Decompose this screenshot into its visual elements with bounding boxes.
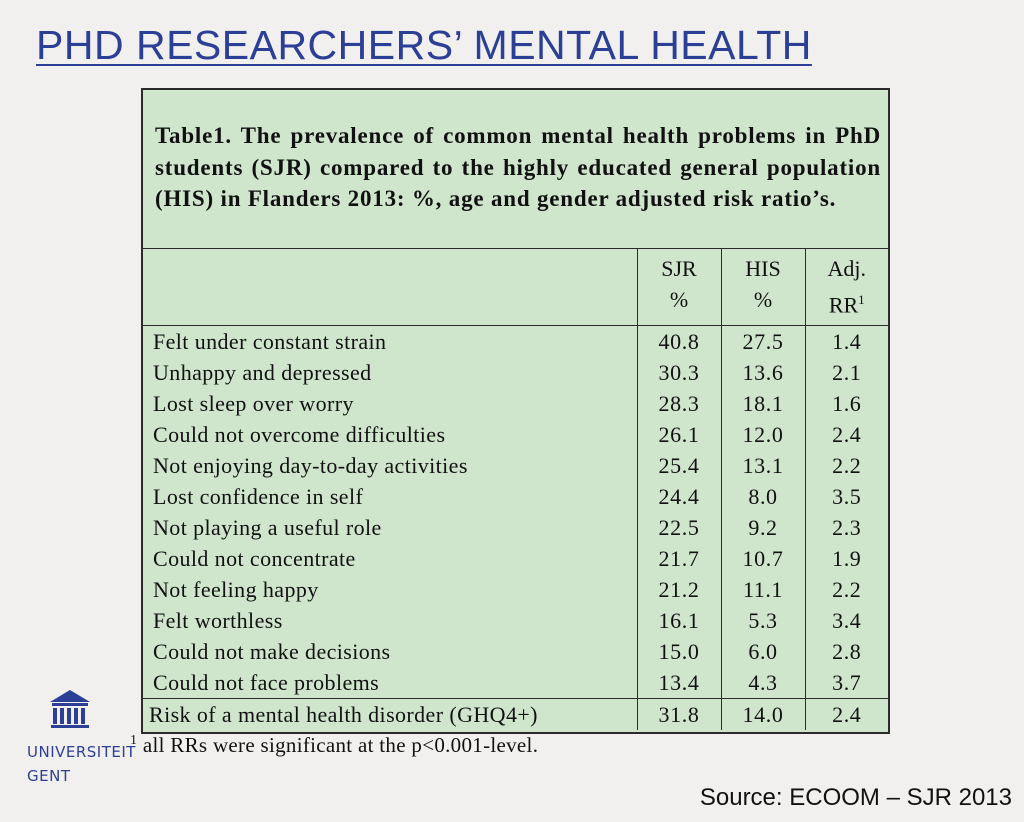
row-sjr-value: 28.3 (637, 388, 721, 419)
row-his-value: 6.0 (721, 636, 805, 667)
column-header-line2: % (669, 287, 689, 312)
row-rr-value: 2.1 (805, 357, 888, 388)
column-header-line2: RR (828, 292, 859, 318)
table-row (143, 636, 888, 667)
footnote-text: all RRs were significant at the p<0.001-level. (137, 733, 539, 757)
row-his-value: 13.1 (721, 450, 805, 481)
row-sjr-value: 25.4 (637, 450, 721, 481)
row-sjr-value: 16.1 (637, 605, 721, 636)
column-header-line2-wrap (806, 284, 889, 320)
row-label: Could not face problems (143, 667, 637, 699)
row-label: Could not make decisions (143, 636, 637, 667)
prevalence-table (143, 248, 888, 730)
row-label: Felt worthless (143, 605, 637, 636)
row-sjr-value: 21.7 (637, 543, 721, 574)
row-sjr-value: 30.3 (637, 357, 721, 388)
row-sjr-value: 40.8 (637, 326, 721, 358)
row-rr-value: 1.6 (805, 388, 888, 419)
row-rr-value: 2.3 (805, 512, 888, 543)
row-his-value: 12.0 (721, 419, 805, 450)
row-sjr-value: 13.4 (637, 667, 721, 699)
column-header-rr (805, 249, 888, 326)
table-row (143, 512, 888, 543)
source-note: Source: ECOOM – SJR 2013 (699, 784, 1012, 811)
row-sjr-value: 22.5 (637, 512, 721, 543)
footnote-ref: 1 (858, 292, 865, 307)
table-row (143, 326, 888, 358)
row-label: Felt under constant strain (143, 326, 637, 358)
row-rr-value: 1.9 (805, 543, 888, 574)
table-row (143, 605, 888, 636)
row-rr-value: 2.8 (805, 636, 888, 667)
footnote-mark: 1 (130, 733, 138, 748)
column-header-sjr (637, 249, 721, 326)
table-caption: Table1. The prevalence of common mental health problems in PhD students (SJR) compared to the highly educated general population (HIS) in Flanders 2013: %, age and gender adjusted risk ratio’s. (155, 123, 881, 211)
row-sjr-value: 24.4 (637, 481, 721, 512)
row-his-value: 18.1 (721, 388, 805, 419)
row-rr-value: 2.2 (805, 574, 888, 605)
table-row (143, 388, 888, 419)
table-row (143, 419, 888, 450)
row-label: Unhappy and depressed (143, 357, 637, 388)
table-row (143, 357, 888, 388)
row-label: Could not concentrate (143, 543, 637, 574)
column-header-his (721, 249, 805, 326)
column-header-line2: % (753, 287, 773, 312)
row-his-value: 10.7 (721, 543, 805, 574)
row-label: Not feeling happy (143, 574, 637, 605)
row-his-value: 11.1 (721, 574, 805, 605)
row-his-value: 9.2 (721, 512, 805, 543)
header-blank-cell (143, 249, 637, 326)
total-rr: 2.4 (805, 699, 888, 731)
total-label: Risk of a mental health disorder (GHQ4+) (143, 699, 637, 731)
row-label: Lost sleep over worry (143, 388, 637, 419)
row-his-value: 13.6 (721, 357, 805, 388)
column-header-line1: HIS (745, 256, 781, 281)
row-rr-value: 3.5 (805, 481, 888, 512)
table-footnote (130, 733, 538, 758)
table-row (143, 574, 888, 605)
total-row (143, 699, 888, 731)
row-his-value: 8.0 (721, 481, 805, 512)
row-label: Not enjoying day-to-day activities (143, 450, 637, 481)
total-sjr: 31.8 (637, 699, 721, 731)
table-row (143, 667, 888, 699)
slide-title: PHD RESEARCHERS’ MENTAL HEALTH (36, 22, 812, 68)
row-rr-value: 3.7 (805, 667, 888, 699)
row-rr-value: 2.2 (805, 450, 888, 481)
row-sjr-value: 15.0 (637, 636, 721, 667)
row-his-value: 5.3 (721, 605, 805, 636)
table-panel (141, 88, 890, 734)
row-rr-value: 3.4 (805, 605, 888, 636)
column-header-line1: SJR (661, 256, 697, 281)
row-his-value: 4.3 (721, 667, 805, 699)
table-header-row (143, 249, 888, 326)
row-label: Not playing a useful role (143, 512, 637, 543)
table-row (143, 450, 888, 481)
table-row (143, 481, 888, 512)
row-sjr-value: 21.2 (637, 574, 721, 605)
university-logo-text: UNIVERSITEIT GENT (27, 743, 136, 785)
table-row (143, 543, 888, 574)
row-label: Could not overcome difficulties (143, 419, 637, 450)
row-sjr-value: 26.1 (637, 419, 721, 450)
row-rr-value: 2.4 (805, 419, 888, 450)
row-his-value: 27.5 (721, 326, 805, 358)
total-his: 14.0 (721, 699, 805, 731)
row-label: Lost confidence in self (143, 481, 637, 512)
row-rr-value: 1.4 (805, 326, 888, 358)
column-header-line1: Adj. (827, 256, 866, 281)
